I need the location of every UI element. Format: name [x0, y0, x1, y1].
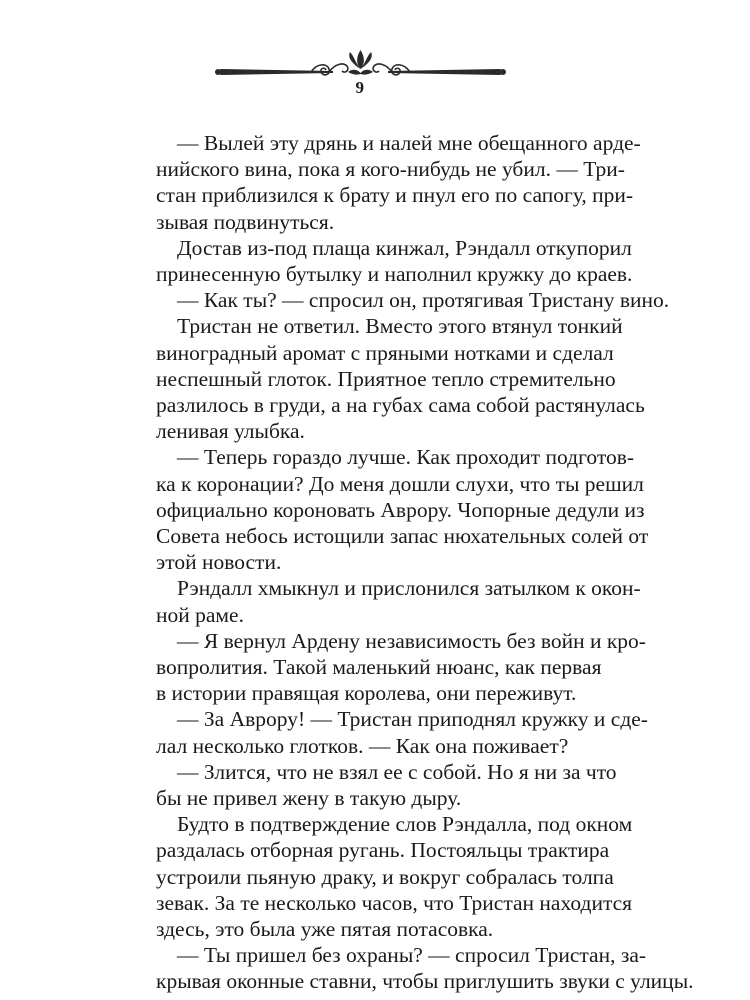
text-line: ной раме. — [156, 602, 244, 627]
text-line: — Ты пришел без охраны? — спросил Тристан, за- — [177, 943, 647, 968]
text-line: ка к коронации? До меня дошли слухи, что ты решил — [156, 471, 644, 496]
text-line: Тристан не ответил. Вместо этого втянул тонкий — [177, 314, 623, 339]
text-line: — Злится, что не взял ее с собой. Но я ни за что — [177, 759, 617, 784]
text-line: крывая оконные ставни, чтобы приглушить звуки с улицы. — [156, 969, 694, 994]
text-line: принесенную бутылку и наполнил кружку до краев. — [156, 262, 633, 286]
text-line: в истории правящая королева, они переживут. — [156, 681, 577, 706]
text-line: — Теперь гораздо лучше. Как проходит подготов- — [177, 445, 635, 470]
text-line: этой новости. — [156, 550, 282, 575]
text-line: — Вылей эту дрянь и налей мне обещанного арде- — [177, 131, 641, 155]
page-number: 9 — [355, 78, 365, 97]
text-line: здесь, это была уже пятая потасовка. — [156, 917, 494, 941]
text-line: Будто в подтверждение слов Рэндалла, под окном — [177, 812, 633, 837]
text-line: Рэндалл хмыкнул и прислонился затылком к окон- — [177, 576, 641, 601]
text-line: зевак. За те несколько часов, что Тристан находится — [156, 890, 633, 915]
text-line: стан приблизился к брату и пнул его по сапогу, при- — [156, 183, 634, 208]
text-line: ленивая улыбка. — [156, 419, 305, 444]
text-line: — За Аврору! — Тристан приподнял кружку и сде- — [177, 707, 648, 732]
text-line: неспешный глоток. Приятное тепло стремительно — [156, 366, 616, 391]
text-line: вопролития. Такой маленький нюанс, как первая — [156, 655, 602, 679]
text-line: разлилось в груди, а на губах сама собой растянулась — [156, 393, 645, 417]
text-line: бы не привел жену в такую дыру. — [156, 786, 462, 810]
text-line: виноградный аромат с пряными нотками и сделал — [156, 340, 614, 365]
text-line: устроили пьяную драку, и вокруг собралась толпа — [156, 864, 614, 889]
text-line: Совета небось истощили запас нюхательных солей от — [156, 524, 649, 548]
text-line: — Я вернул Ардену независимость без войн и кро- — [177, 628, 646, 653]
text-line: лал несколько глотков. — Как она поживает? — [156, 733, 569, 758]
decorative-header-ornament — [213, 42, 508, 82]
text-line: зывая подвинуться. — [156, 209, 335, 234]
text-line: нийского вина, пока я кого-нибудь не убил. — Три- — [156, 157, 625, 182]
text-line: раздалась отборная ругань. Постояльцы трактира — [156, 838, 610, 863]
text-line: — Как ты? — спросил он, протягивая Тристану вино. — [177, 288, 670, 313]
text-line: официально короновать Аврору. Чопорные дедули из — [156, 497, 645, 522]
text-line: Достав из-под плаща кинжал, Рэндалл откупорил — [177, 235, 632, 260]
